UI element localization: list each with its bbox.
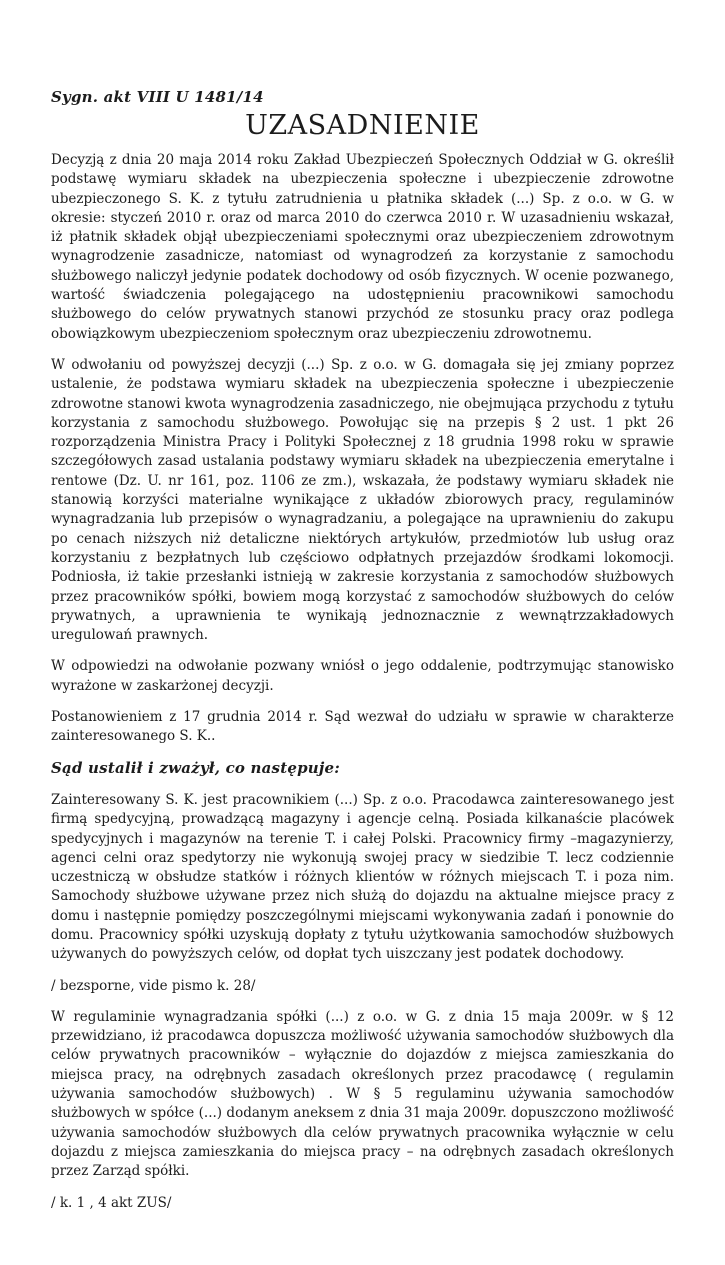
case-number: Sygn. akt VIII U 1481/14	[51, 88, 264, 106]
paragraph-appeal: W odwołaniu od powyższej decyzji (...) Sp. z o.o. w G. domagała się jej zmiany poprzez ustalenie, że podstawa wymiaru składek na ubezpieczenia społeczne i ubezpieczenie zdrowotne stanowi kwota wynagrodzenia zasadniczego, nie obejmująca przychodu z tytułu korzystania z samochodu służbowego. Powołując się na przepis § 2 ust. 1 pkt 26 rozporządzenia Ministra Pracy i Polityki Społecznej z 18 grudnia 1998 roku w sprawie szczegółowych zasad ustalania podstawy wymiaru składek na ubezpieczenia emerytalne i rentowe (Dz. U. nr 161, poz. 1106 ze zm.), wskazała, że podstawy wymiaru składek nie stanowią korzyści materialne wynikające z układów zbiorowych pracy, regulaminów wynagradzania lub przepisów o wynagradzaniu, a polegające na uprawnieniu do zakupu po cenach niższych niż detaliczne niektórych artykułów, przedmiotów lub usług oraz korzystaniu z bezpłatnych lub częściowo odpłatnych przejazdów środkami lokomocji. Podniosła, iż takie przesłanki istnieją w zakresie korzystania z samochodów służbowych przez pracowników spółki, bowiem mogą korzystać z samochodów służbowych do celów prywatnych, a uprawnienia te wynikają jednoznacznie z wewnątrzzakładowych uregulowań prawnych.	[51, 356, 674, 644]
paragraph-facts: Zainteresowany S. K. jest pracownikiem (...) Sp. z o.o. Pracodawca zainteresowanego jest firmą spedycyjną, prowadzącą magazyny i agencje celną. Posiada kilkanaście placówek spedycyjnych i magazynów na terenie T. i całej Polski. Pracownicy firmy –magazynierzy, agenci celni oraz spedytorzy nie wykonują swojej pracy w siedzibie T. lecz codziennie uczestniczą w obsłudze statków i różnych klientów w różnych miejscach T. i poza nim. Samochody służbowe używane przez nich służą do dojazdu na aktualne miejsce pracy z domu i następnie pomiędzy poszczególnymi miejscami wykonywania zadań i ponownie do domu. Pracownicy spółki uzyskują dopłaty z tytułu użytkowania samochodów służbowych używanych do powyższych celów, od dopłat tych uiszczany jest podatek dochodowy.	[51, 791, 674, 963]
paragraph-ruling-order: Postanowieniem z 17 grudnia 2014 r. Sąd wezwał do udziału w sprawie w charakterze zainteresowanego S. K..	[51, 709, 674, 745]
paragraph-decision: Decyzją z dnia 20 maja 2014 roku Zakład Ubezpieczeń Społecznych Oddział w G. określił podstawę wymiaru składek na ubezpieczenia społeczne i ubezpieczenie zdrowotne ubezpieczonego S. K. z tytułu zatrudnienia u płatnika składek (...) Sp. z o.o. w G. w okresie: styczeń 2010 r. oraz od marca 2010 do czerwca 2010 r. W uzasadnieniu wskazał, iż płatnik składek objął ubezpieczeniami społecznymi oraz ubezpieczeniem zdrowotnym wynagrodzenie zasadnicze, natomiast od wynagrodzeń za korzystanie z samochodu służbowego naliczył jedynie podatek dochodowy od osób fizycznych. W ocenie pozwanego, wartość świadczenia polegającego na udostępnieniu pracownikowi samochodu służbowego do celów prywatnych stanowi przychód ze stosunku pracy oraz podlega obowiązkowym ubezpieczeniom społecznym oraz ubezpieczeniu zdrowotnemu.	[51, 152, 674, 342]
document-title: UZASADNIENIE	[245, 110, 480, 141]
paragraph-regulations: W regulaminie wynagradzania spółki (...) z o.o. w G. z dnia 15 maja 2009r. w § 12 przewidziano, iż pracodawca dopuszcza możliwość używania samochodów służbowych dla celów prywatnych pracowników – wyłącznie do dojazdów z miejsca zamieszkania do miejsca pracy, na odrębnych zasadach określonych przez pracodawcę ( regulamin używania samochodów służbowych) . W § 5 regulaminu używania samochodów służbowych w spółce (...) dodanym aneksem z dnia 31 maja 2009r. dopuszczono możliwość używania samochodów służbowych dla celów prywatnych pracownika wyłącznie w celu dojazdu z miejsca zamieszkania do miejsca pracy – na odrębnych zasadach określonych przez Zarząd spółki.	[51, 1008, 674, 1180]
evidence-note-akt-zus: / k. 1 , 4 akt ZUS/	[51, 1194, 172, 1211]
evidence-note-pismo: / bezsporne, vide pismo k. 28/	[51, 977, 256, 994]
section-heading: Sąd ustalił i zważył, co następuje:	[51, 758, 340, 777]
paragraph-response: W odpowiedzi na odwołanie pozwany wniósł o jego oddalenie, podtrzymując stanowisko wyrażone w zaskarżonej decyzji.	[51, 658, 674, 694]
